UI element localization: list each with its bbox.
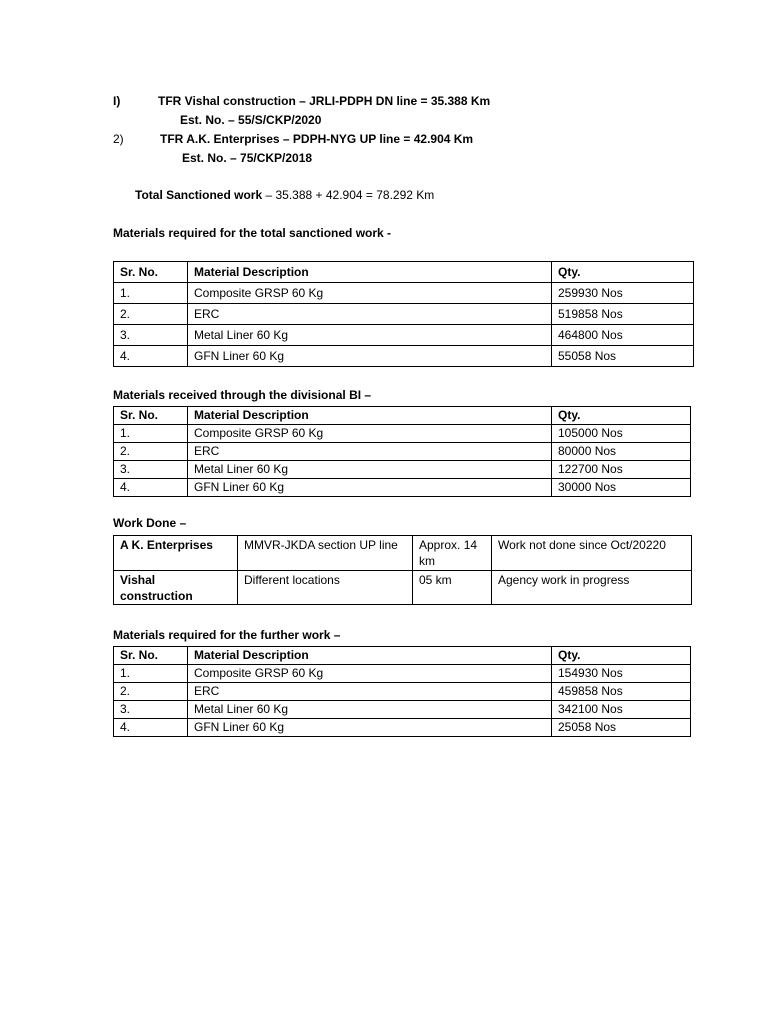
table-cell: 2. — [114, 443, 188, 461]
item1-estimate: Est. No. – 55/S/CKP/2020 — [180, 113, 322, 127]
table-row — [114, 425, 691, 443]
column-header: Material Description — [188, 407, 552, 425]
table-cell: GFN Liner 60 Kg — [188, 346, 552, 367]
table-cell: ERC — [188, 683, 552, 701]
table-cell: 2. — [114, 683, 188, 701]
table-header-row — [114, 262, 694, 283]
column-header: Qty. — [552, 647, 691, 665]
table-cell: Work not done since Oct/20220 — [492, 536, 692, 571]
column-header: Material Description — [188, 262, 552, 283]
table-cell: ERC — [188, 304, 552, 325]
total-label: Total Sanctioned work — [135, 188, 263, 202]
table-cell: 1. — [114, 665, 188, 683]
table-row — [114, 665, 691, 683]
item1-title: TFR Vishal construction – JRLI-PDPH DN line = 35.388 Km — [158, 94, 491, 108]
table-cell: 464800 Nos — [552, 325, 694, 346]
table-cell: Metal Liner 60 Kg — [188, 701, 552, 719]
table-cell: 2. — [114, 304, 188, 325]
column-header: Sr. No. — [114, 407, 188, 425]
table-cell: 4. — [114, 479, 188, 497]
item1-number: I) — [113, 94, 121, 108]
column-header: Material Description — [188, 647, 552, 665]
table-cell: Metal Liner 60 Kg — [188, 461, 552, 479]
agency-name: A K. Enterprises — [114, 536, 238, 571]
table-cell: 342100 Nos — [552, 701, 691, 719]
table-header-row — [114, 647, 691, 665]
table-cell: 259930 Nos — [552, 283, 694, 304]
table-cell: MMVR-JKDA section UP line — [238, 536, 413, 571]
table-cell: 3. — [114, 461, 188, 479]
table-row — [114, 683, 691, 701]
table-cell: Composite GRSP 60 Kg — [188, 665, 552, 683]
work-done-heading: Work Done – — [113, 516, 187, 530]
table-cell: 3. — [114, 325, 188, 346]
table-cell: 4. — [114, 719, 188, 737]
table-cell: Composite GRSP 60 Kg — [188, 425, 552, 443]
table-header-row — [114, 407, 691, 425]
table-cell: Metal Liner 60 Kg — [188, 325, 552, 346]
table-row — [114, 536, 692, 571]
total-value: – 35.388 + 42.904 = 78.292 Km — [262, 188, 435, 202]
item2-title: TFR A.K. Enterprises – PDPH-NYG UP line = 42.904 Km — [160, 132, 474, 146]
further-heading: Materials required for the further work – — [113, 628, 341, 642]
table-cell: 1. — [114, 425, 188, 443]
required-total-table — [113, 261, 694, 367]
table-row — [114, 479, 691, 497]
table-cell: 105000 Nos — [552, 425, 691, 443]
total-sanctioned — [135, 188, 434, 202]
table-row — [114, 571, 692, 605]
further-table — [113, 646, 691, 737]
column-header: Sr. No. — [114, 262, 188, 283]
work-done-table — [113, 535, 692, 605]
column-header: Qty. — [552, 407, 691, 425]
table-cell: Different locations — [238, 571, 413, 605]
table-cell: GFN Liner 60 Kg — [188, 719, 552, 737]
table-row — [114, 461, 691, 479]
table-row — [114, 325, 694, 346]
column-header: Sr. No. — [114, 647, 188, 665]
table-cell: 30000 Nos — [552, 479, 691, 497]
table-cell: Composite GRSP 60 Kg — [188, 283, 552, 304]
table-cell: 80000 Nos — [552, 443, 691, 461]
table-row — [114, 443, 691, 461]
table-cell: 05 km — [413, 571, 492, 605]
table-cell: 3. — [114, 701, 188, 719]
table-row — [114, 283, 694, 304]
table-cell: 55058 Nos — [552, 346, 694, 367]
table-cell: GFN Liner 60 Kg — [188, 479, 552, 497]
table-cell: 4. — [114, 346, 188, 367]
table-cell: Approx. 14 km — [413, 536, 492, 571]
agency-name: Vishal construction — [114, 571, 238, 605]
table-cell: 122700 Nos — [552, 461, 691, 479]
required-total-heading: Materials required for the total sanctioned work - — [113, 226, 392, 240]
table-cell: 519858 Nos — [552, 304, 694, 325]
column-header: Qty. — [552, 262, 694, 283]
item2-estimate: Est. No. – 75/CKP/2018 — [182, 151, 313, 165]
table-cell: 459858 Nos — [552, 683, 691, 701]
table-cell: Agency work in progress — [492, 571, 692, 605]
received-table — [113, 406, 691, 497]
received-heading: Materials received through the divisional BI – — [113, 388, 372, 402]
table-cell: 25058 Nos — [552, 719, 691, 737]
table-row — [114, 719, 691, 737]
table-cell: 1. — [114, 283, 188, 304]
table-row — [114, 346, 694, 367]
table-cell: ERC — [188, 443, 552, 461]
table-row — [114, 304, 694, 325]
table-row — [114, 701, 691, 719]
item2-number: 2) — [113, 132, 124, 146]
table-cell: 154930 Nos — [552, 665, 691, 683]
